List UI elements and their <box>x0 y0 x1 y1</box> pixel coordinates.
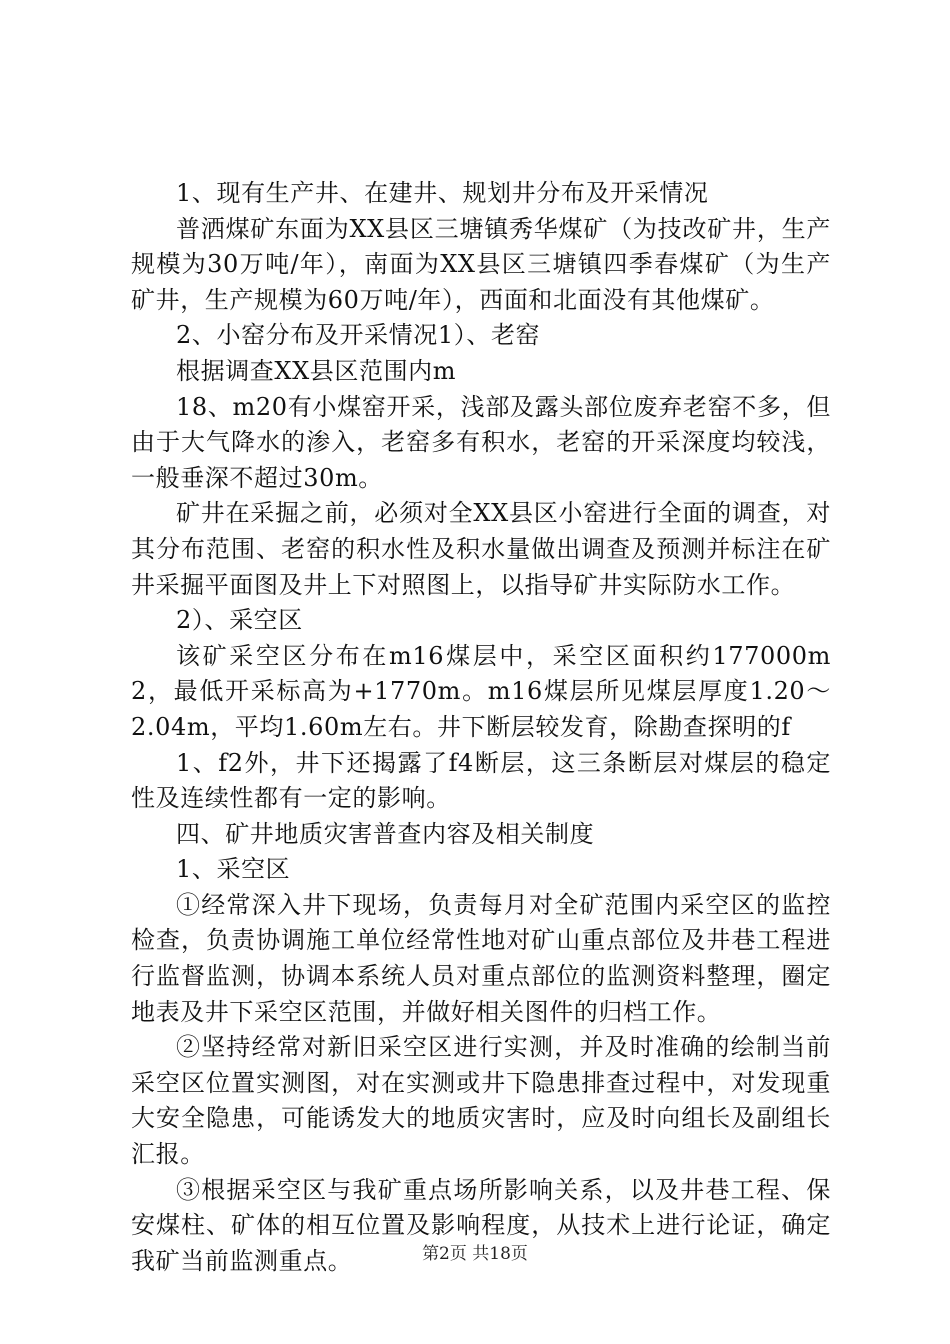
paragraph: ②坚持经常对新旧采空区进行实测，并及时准确的绘制当前采空区位置实测图，对在实测或井下隐患排查过程中，对发现重大安全隐患，可能诱发大的地质灾害时，应及时向组长及副组长汇报。 <box>131 1033 831 1169</box>
paragraph: 1、f2外，井下还揭露了f4断层，这三条断层对煤层的稳定性及连续性都有一定的影响。 <box>131 748 831 813</box>
page-number-footer: 第2页 共18页 <box>422 1244 528 1264</box>
paragraph: 根据调查XX县区范围内m <box>176 356 457 385</box>
paragraph: 2）、采空区 <box>176 606 303 635</box>
paragraph: 普洒煤矿东面为XX县区三塘镇秀华煤矿（为技改矿井，生产规模为30万吨/年），南面为XX县区三塘镇四季春煤矿（为生产矿井，生产规模为60万吨/年），西面和北面没有其他煤矿。 <box>131 214 831 314</box>
paragraph: 2、小窑分布及开采情况1）、老窑 <box>176 321 541 350</box>
document-body <box>131 176 831 1279</box>
paragraph: 18、m20有小煤窑开采，浅部及露头部位废弃老窑不多，但由于大气降水的渗入，老窑多有积水，老窑的开采深度均较浅，一般垂深不超过30m。 <box>131 392 831 492</box>
paragraph: 该矿采空区分布在m16煤层中，采空区面积约177000m2，最低开采标高为+1770m。m16煤层所见煤层厚度1.20～2.04m，平均1.60m左右。井下断层较发育，除勘查探明的f <box>131 641 831 741</box>
paragraph: ①经常深入井下现场，负责每月对全矿范围内采空区的监控检查，负责协调施工单位经常性地对矿山重点部位及井巷工程进行监督监测，协调本系统人员对重点部位的监测资料整理，圈定地表及井下采空区范围，并做好相关图件的归档工作。 <box>131 890 831 1026</box>
paragraph: ③根据采空区与我矿重点场所影响关系，以及井巷工程、保安煤柱、矿体的相互位置及影响程度，从技术上进行论证，确定我矿当前监测重点。 <box>131 1175 831 1275</box>
subsection-heading: 1、采空区 <box>176 855 291 884</box>
paragraph: 矿井在采掘之前，必须对全XX县区小窑进行全面的调查，对其分布范围、老窑的积水性及积水量做出调查及预测并标注在矿井采掘平面图及井上下对照图上，以指导矿井实际防水工作。 <box>131 499 831 599</box>
paragraph: 1、现有生产井、在建井、规划井分布及开采情况 <box>176 179 709 207</box>
section-heading: 四、矿井地质灾害普查内容及相关制度 <box>176 819 595 848</box>
